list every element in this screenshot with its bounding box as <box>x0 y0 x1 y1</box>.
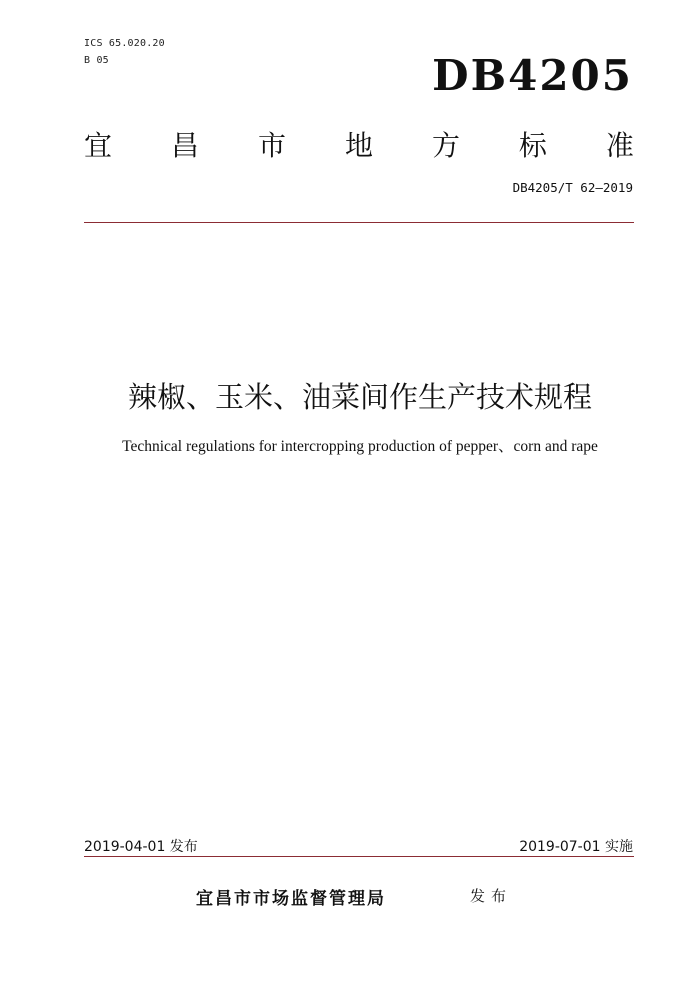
standard-type-char: 标 <box>518 129 547 162</box>
issuing-authority: 宜昌市市场监督管理局 <box>196 889 386 909</box>
standard-type-char: 昌 <box>170 129 199 162</box>
standard-code-large: DB4205 <box>432 51 633 100</box>
standard-type <box>84 128 634 164</box>
standard-type-char: 方 <box>431 129 460 162</box>
header-divider <box>84 222 634 223</box>
ccs-code: B 05 <box>84 55 109 66</box>
standard-type-char: 地 <box>344 129 373 162</box>
issuing-label: 发布 <box>470 887 513 905</box>
issue-date: 2019-04-01 发布 <box>84 839 198 855</box>
standard-number: DB4205/T 62—2019 <box>512 180 633 195</box>
standard-type-char: 市 <box>257 129 286 162</box>
implementation-date: 2019-07-01 实施 <box>519 839 633 855</box>
ics-code: ICS 65.020.20 <box>84 38 165 49</box>
document-title-english: Technical regulations for intercropping production of pepper、corn and rape <box>122 438 598 455</box>
standard-type-char: 宜 <box>84 129 113 162</box>
standard-type-char: 准 <box>605 129 634 162</box>
footer-divider <box>84 856 634 857</box>
document-title-chinese: 辣椒、玉米、油菜间作生产技术规程 <box>127 380 592 414</box>
